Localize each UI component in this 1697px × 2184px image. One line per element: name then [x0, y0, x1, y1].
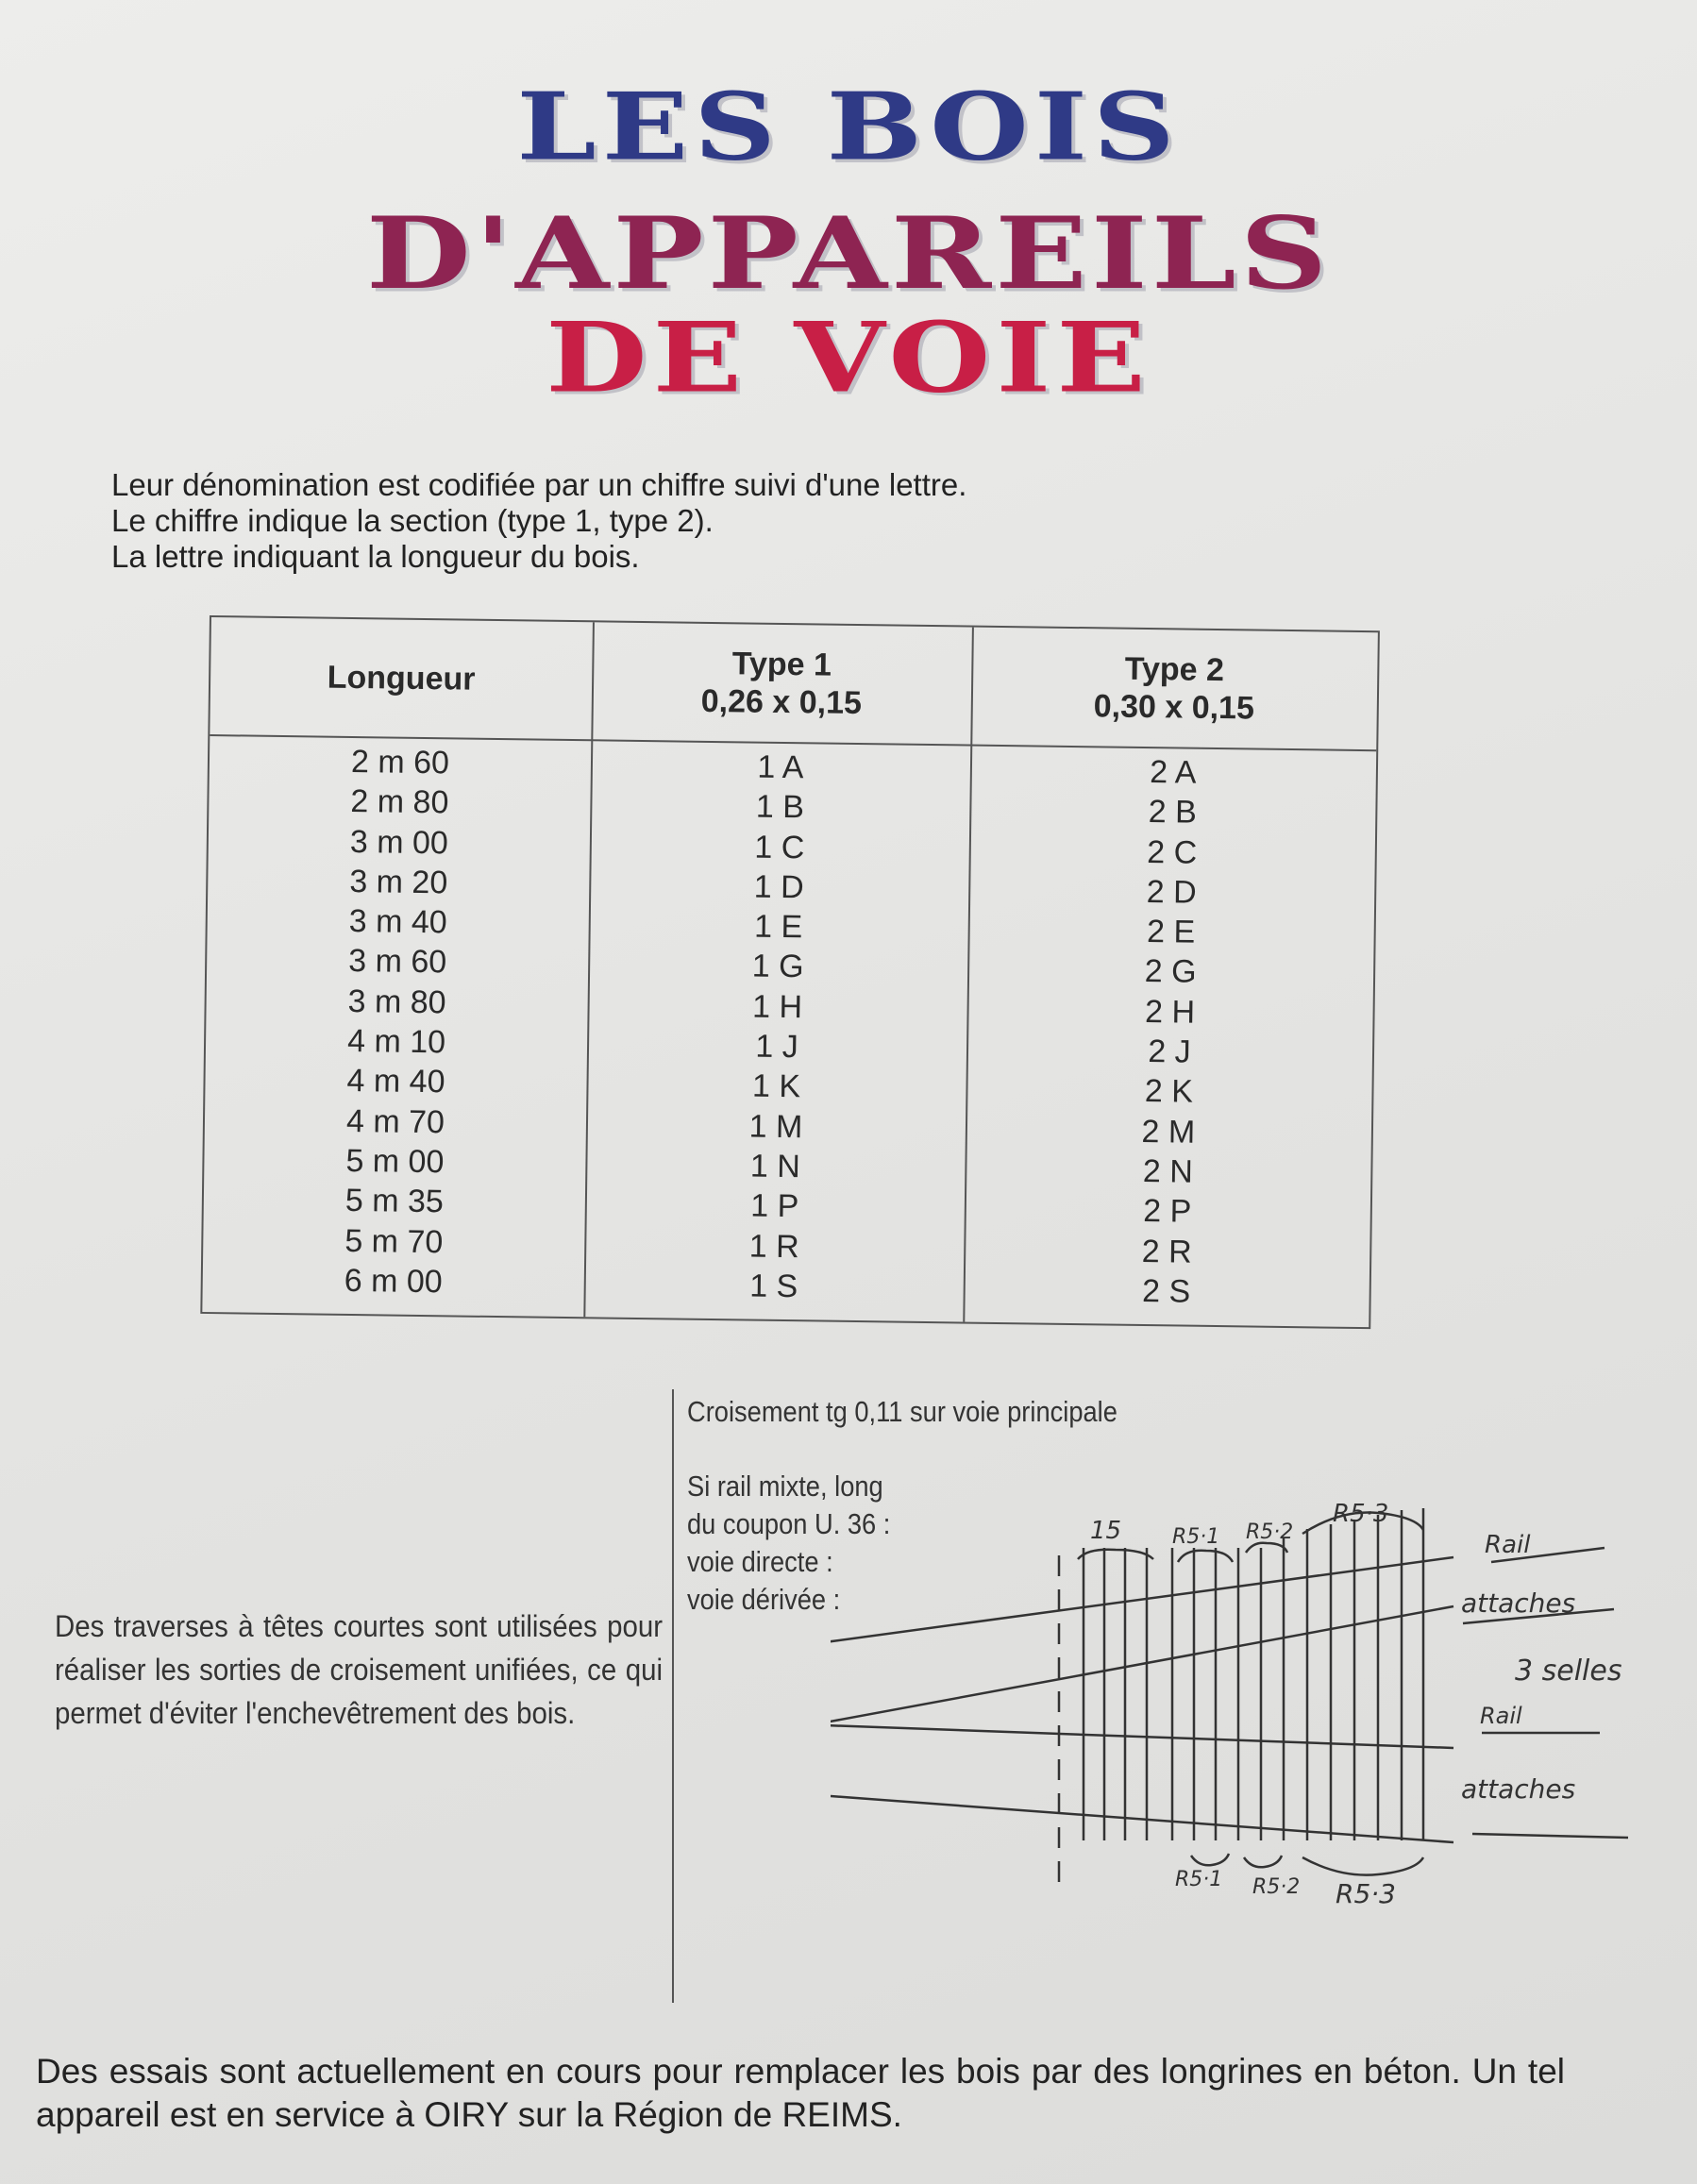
intro-line: Leur dénomination est codifiée par un chiffre suivi d'une lettre.: [111, 467, 967, 502]
table-cell-type2: 2 A: [1150, 754, 1197, 791]
table-cell-type2: 2 P: [1143, 1193, 1192, 1230]
section-divider: [672, 1389, 674, 2003]
table-cell-longueur: 3 m 20: [349, 863, 448, 901]
rail-top-line: [831, 1557, 1453, 1642]
label-r52-top: R5·2: [1246, 1520, 1294, 1544]
label-r51-bottom: R5·1: [1175, 1868, 1223, 1891]
brace-15: [1078, 1550, 1153, 1559]
table-cell-type2: 2 C: [1147, 833, 1198, 871]
table-cell-type1: 1 S: [748, 1268, 798, 1305]
label-selles: 3 selles: [1515, 1655, 1622, 1688]
figure-note-line: voie dérivée :: [687, 1583, 841, 1616]
table-cell-longueur: 6 m 00: [344, 1262, 443, 1301]
title-line-1: LES BOIS: [516, 72, 1181, 182]
header-type1-dimensions: 0,26 x 0,15: [700, 682, 863, 722]
label-r51-top: R5·1: [1172, 1525, 1220, 1549]
label-r52-bottom: R5·2: [1252, 1875, 1301, 1899]
table-cell-type1: 1 N: [749, 1148, 801, 1185]
brace-r53-bottom: [1302, 1857, 1423, 1875]
table-cell-type2: 2 K: [1144, 1073, 1194, 1111]
crossing-sketch: [831, 1472, 1680, 1944]
column-type2: [963, 750, 1376, 1315]
header-type1: [591, 622, 972, 744]
table-cell-type1: 1 B: [755, 788, 805, 826]
figure-caption: Croisement tg 0,11 sur voie principale: [687, 1395, 1117, 1428]
table-cell-longueur: 4 m 40: [346, 1063, 445, 1100]
brace-r51-top: [1178, 1551, 1233, 1562]
side-paragraph: Des traverses à têtes courtes sont utilisées pour réaliser les sorties de croisement unifiées, ce qui permet d'éviter l'enchevêtrement des bois.: [55, 1609, 663, 1730]
table-cell-type2: 2 R: [1141, 1233, 1192, 1270]
brace-r52-top: [1246, 1543, 1287, 1553]
header-type1-label: Type 1: [731, 646, 832, 683]
designation-table: [200, 615, 1380, 1329]
table-cell-longueur: 3 m 80: [347, 983, 446, 1021]
table-cell-longueur: 2 m 80: [350, 783, 449, 821]
table-cell-type1: 1 R: [748, 1228, 800, 1265]
figure-note-line: du coupon U. 36 :: [687, 1507, 891, 1540]
table-cell-type1: 1 H: [751, 988, 803, 1026]
table-cell-longueur: 3 m 60: [347, 943, 447, 981]
header-longueur-label: Longueur: [327, 659, 476, 697]
rail-diverging-line: [831, 1606, 1453, 1722]
table-cell-type1: 1 D: [753, 868, 804, 906]
table-cell-longueur: 3 m 00: [349, 823, 449, 861]
figure-note-line: Si rail mixte, long: [687, 1470, 883, 1503]
label-r53-top: R5·3: [1333, 1500, 1389, 1528]
table-cell-type2: 2 N: [1142, 1152, 1194, 1190]
column-type1: [583, 745, 970, 1308]
table-cell-type2: 2 S: [1141, 1272, 1191, 1310]
table-cell-longueur: 2 m 60: [350, 743, 450, 781]
column-longueur: [203, 740, 592, 1303]
table-cell-type2: 2 E: [1146, 914, 1196, 950]
table-cell-type2: 2 M: [1141, 1113, 1196, 1151]
table-cell-type2: 2 H: [1144, 993, 1196, 1031]
label-attaches-bottom: attaches: [1461, 1773, 1576, 1805]
table-cell-longueur: 4 m 10: [346, 1023, 446, 1061]
label-attaches-top: attaches: [1461, 1588, 1576, 1619]
label-15: 15: [1090, 1517, 1122, 1545]
header-type2-label: Type 2: [1124, 650, 1225, 689]
table-cell-type2: 2 D: [1146, 873, 1197, 911]
header-type2-dimensions: 0,30 x 0,15: [1093, 688, 1255, 727]
table-cell-type1: 1 G: [751, 949, 804, 985]
label-rail-top: Rail: [1485, 1531, 1531, 1559]
table-cell-type2: 2 G: [1144, 953, 1197, 991]
rail-straight-line: [831, 1725, 1453, 1748]
table-cell-longueur: 5 m 70: [344, 1222, 444, 1260]
intro-line: La lettre indiquant la longueur du bois.: [111, 539, 640, 574]
title-line-2: D'APPAREILS: [365, 195, 1332, 312]
header-longueur: [210, 617, 593, 739]
table-cell-type1: 1 C: [754, 829, 805, 865]
title-line-3: DE VOIE: [546, 302, 1151, 415]
table-cell-type1: 1 P: [750, 1187, 799, 1225]
header-type2: [970, 628, 1378, 750]
footer-paragraph: Des essais sont actuellement en cours pour remplacer les bois par des longrines en béton. Un tel appareil est en service à OIRY sur la Région de REIMS.: [36, 2052, 1565, 2134]
brace-r52-bottom: [1244, 1856, 1282, 1867]
intro-line: Le chiffre indique la section (type 1, type 2).: [111, 503, 714, 538]
table-cell-type1: 1 A: [757, 748, 804, 786]
table-cell-type1: 1 K: [751, 1067, 801, 1105]
table-cell-longueur: 4 m 70: [345, 1102, 445, 1140]
table-cell-type2: 2 J: [1148, 1033, 1191, 1070]
label-r53-bottom: R5·3: [1336, 1878, 1396, 1909]
table-cell-type1: 1 J: [755, 1028, 798, 1066]
table-cell-type1: 1 E: [753, 908, 803, 946]
label-rail-bottom: Rail: [1480, 1703, 1522, 1729]
figure-note-line: voie directe :: [687, 1545, 833, 1578]
table-cell-type1: 1 M: [748, 1108, 803, 1145]
brace-r51-bottom: [1191, 1854, 1229, 1865]
table-cell-type2: 2 B: [1148, 794, 1198, 832]
rail-bottom-line: [831, 1796, 1453, 1842]
table-cell-longueur: 3 m 40: [348, 903, 447, 941]
intro-paragraph: [111, 467, 966, 575]
table-cell-longueur: 5 m 35: [344, 1183, 445, 1220]
table-cell-longueur: 5 m 00: [345, 1142, 445, 1181]
